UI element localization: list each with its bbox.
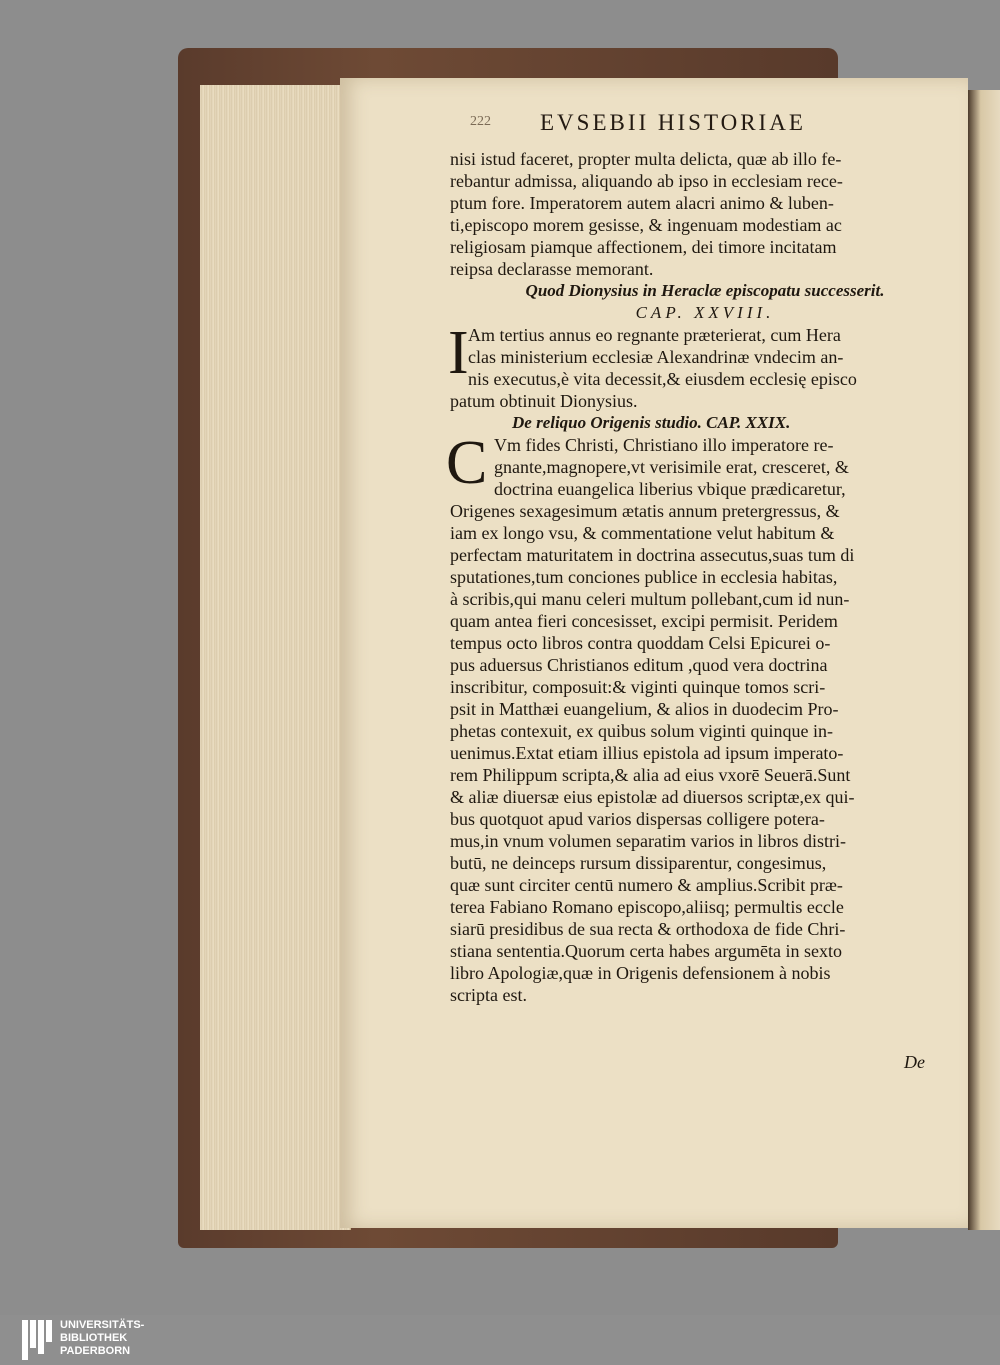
chapter-number: CAP. XXVIII. bbox=[635, 303, 775, 322]
text-line: & aliæ diuersæ eius epistolæ ad diuersos scriptæ,ex qui- bbox=[450, 787, 855, 807]
text-line: nisi istud faceret, propter multa delicta, quæ ab illo fe- bbox=[450, 149, 842, 169]
text-line: inscribitur, composuit:& viginti quinque tomos scri- bbox=[450, 677, 826, 697]
running-head bbox=[470, 110, 940, 144]
text-line: phetas contexuit, ex quibus solum viginti quinque in- bbox=[450, 721, 833, 741]
text-line: rem Philippum scripta,& alia ad eius vxorē Seuerā.Sunt bbox=[450, 765, 851, 785]
text-line: reipsa declarasse memorant. bbox=[450, 259, 654, 279]
footer-bar bbox=[0, 1315, 1000, 1365]
text-line: Am tertius annus eo regnante præterierat, cum Hera bbox=[468, 325, 841, 345]
text-block bbox=[446, 148, 960, 1006]
text-line: uenimus.Extat etiam illius epistola ad ipsum imperato- bbox=[450, 743, 844, 763]
library-name bbox=[60, 1319, 144, 1358]
text-line: libro Apologiæ,quæ in Origenis defensionem à nobis bbox=[450, 963, 831, 983]
text-line: butū, ne deinceps rursum dissiparentur, congesimus, bbox=[450, 853, 827, 873]
catchword: De bbox=[904, 1052, 925, 1072]
text-line: stiana sententia.Quorum certa habes argumēta in sexto bbox=[450, 941, 843, 961]
text-line: scripta est. bbox=[450, 985, 527, 1005]
page-number: 222 bbox=[470, 114, 491, 129]
text-line: psit in Matthæi euangelium, & alios in duodecim Pro- bbox=[450, 699, 839, 719]
text-line: Origenes sexagesimum ætatis annum pretergressus, & bbox=[450, 501, 840, 521]
library-name-line: PADERBORN bbox=[60, 1345, 131, 1357]
paragraph bbox=[448, 319, 960, 412]
text-line: Vm fides Christi, Christiano illo imperatore re- bbox=[494, 435, 834, 455]
text-line: clas ministerium ecclesiæ Alexandrinæ vndecim an- bbox=[468, 347, 844, 367]
text-line: perfectam maturitatem in doctrina assecutus,suas tum di bbox=[450, 545, 855, 565]
text-line: à scribis,qui manu celeri multum pollebant,cum id nun- bbox=[450, 589, 850, 609]
text-line: doctrina euangelica liberius vbique prædicaretur, bbox=[494, 479, 846, 499]
drop-initial: I bbox=[448, 319, 469, 387]
library-name-line: BIBLIOTHEK bbox=[60, 1332, 128, 1344]
drop-initial: C bbox=[446, 429, 488, 497]
library-logo-icon bbox=[20, 1318, 56, 1362]
text-line: bus quotquot apud varios dispersas colligere potera- bbox=[450, 809, 825, 829]
text-line: rebantur admissa, aliquando ab ipso in ecclesiam rece- bbox=[450, 171, 843, 191]
text-line: pus aduersus Christianos editum ,quod vera doctrina bbox=[450, 655, 828, 675]
text-line: siarū presidibus de sua recta & orthodoxa de fide Chri- bbox=[450, 919, 846, 939]
chapter-heading: Quod Dionysius in Heraclæ episcopatu successerit. bbox=[525, 281, 885, 300]
chapter-heading: De reliquo Origenis studio. CAP. XXIX. bbox=[512, 413, 791, 432]
text-line: mus,in vnum volumen separatim varios in libros distri- bbox=[450, 831, 846, 851]
text-line: iam ex longo vsu, & commentatione velut habitum & bbox=[450, 523, 835, 543]
text-line: quæ sunt circiter centū numero & amplius.Scribit præ- bbox=[450, 875, 843, 895]
page-edges bbox=[200, 85, 351, 1230]
text-line: nis executus,è vita decessit,& eiusdem ecclesię episco bbox=[468, 369, 857, 389]
paragraph bbox=[446, 429, 960, 1006]
text-line: patum obtinuit Dionysius. bbox=[450, 391, 638, 411]
running-head-title: EVSEBII HISTORIAE bbox=[540, 110, 806, 135]
text-line: gnante,magnopere,vt verisimile erat, cresceret, & bbox=[494, 457, 849, 477]
text-line: ti,episcopo morem gesisse, & ingenuam modestiam ac bbox=[450, 215, 842, 235]
text-line: ptum fore. Imperatorem autem alacri animo & luben- bbox=[450, 193, 834, 213]
text-line: quam antea fieri concesisset, excipi permisit. Peridem bbox=[450, 611, 838, 631]
library-name-line: UNIVERSITÄTS- bbox=[60, 1319, 145, 1331]
text-line: terea Fabiano Romano episcopo,aliisq; permultis eccle bbox=[450, 897, 844, 917]
text-line: tempus octo libros contra quoddam Celsi Epicurei o- bbox=[450, 633, 831, 653]
text-line: sputationes,tum conciones publice in ecclesia habitas, bbox=[450, 567, 838, 587]
facing-page-edge bbox=[968, 90, 1000, 1230]
text-line: religiosam piamque affectionem, dei timore incitatam bbox=[450, 237, 837, 257]
